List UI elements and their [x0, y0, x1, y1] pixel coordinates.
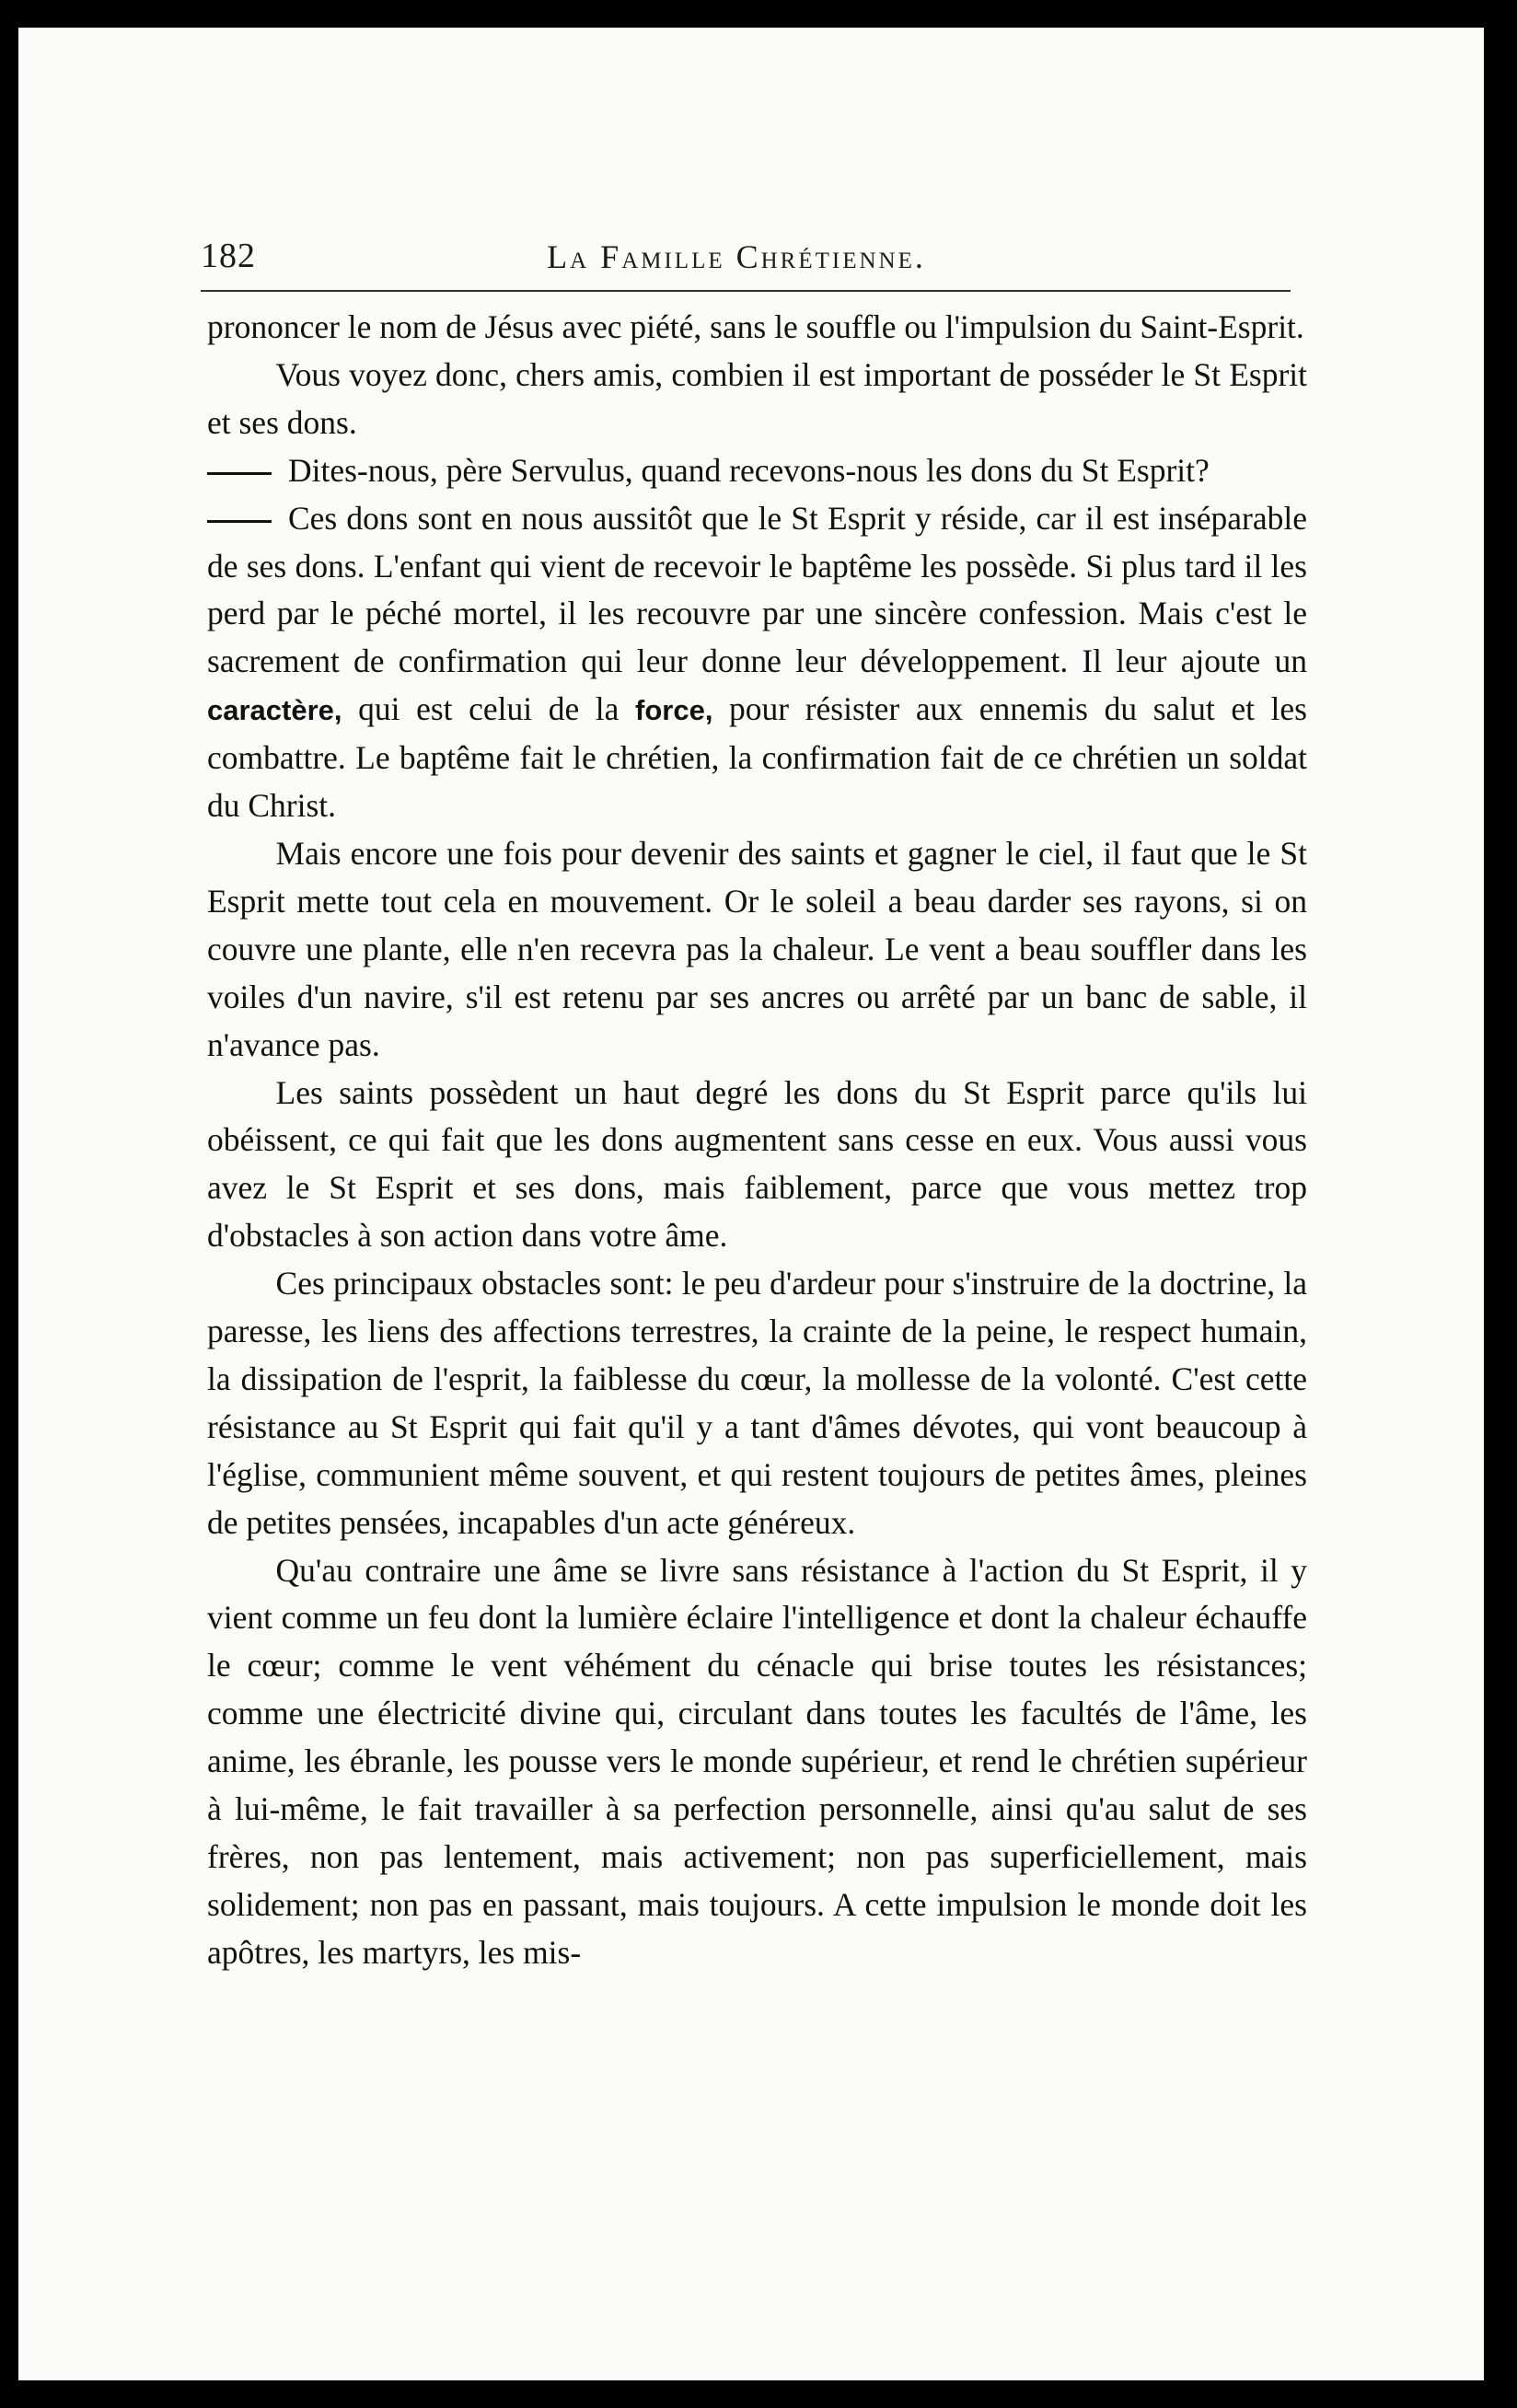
- text-segment: Ces dons sont en nous aussitôt que le St Esprit y réside, car il est inséparable de ses dons. L'enfant qui vient de recevoir le baptême les possède. Si plus tard il les perd par le péché mortel, il les recouvre par une sincère confession. Mais c'est le sacrement de confirmation qui leur donne leur développement. Il leur ajoute un: [207, 499, 1307, 680]
- paragraph: [207, 1547, 1307, 1977]
- text-segment: Vous voyez donc, chers amis, combien il est important de posséder le St Esprit et ses dons.: [207, 355, 1307, 441]
- book-page: [18, 28, 1484, 2380]
- running-title: La Famille Chrétienne.: [547, 238, 926, 275]
- page-number: 182: [201, 237, 256, 275]
- paragraph: [207, 1260, 1307, 1546]
- dialogue-dash: [207, 472, 272, 475]
- paragraph: [207, 352, 1307, 447]
- text-segment: qui est celui de la: [342, 690, 636, 728]
- bold-term: caractère,: [207, 694, 342, 727]
- body-text: [207, 304, 1307, 1977]
- page-header: [201, 221, 1254, 276]
- paragraph: [207, 1070, 1307, 1261]
- text-segment: Mais encore une fois pour devenir des saints et gagner le ciel, il faut que le St Esprit mette tout cela en mouvement. Or le soleil a beau darder ses rayons, si on couvre une plante, elle n'en recevra pas la chaleur. Le vent a beau souffler dans les voiles d'un navire, s'il est retenu par ses ancres ou arrêté par un banc de sable, il n'avance pas.: [207, 834, 1307, 1063]
- text-segment: Qu'au contraire une âme se livre sans résistance à l'action du St Esprit, il y vient comme un feu dont la lumière éclaire l'intelligence et dont la chaleur échauffe le cœur; comme le vent véhément du cénacle qui brise toutes les résistances; comme une électricité divine qui, circulant dans toutes les facultés de l'âme, les anime, les ébranle, les pousse vers le monde supérieur, et rend le chrétien supérieur à lui-même, le fait travailler à sa perfection personnelle, ainsi qu'au salut de ses frères, non pas lentement, mais activement; non pas superficiellement, mais solidement; non pas en passant, mais toujours. A cette impulsion le monde doit les apôtres, les martyrs, les mis-: [207, 1551, 1307, 1971]
- paragraph: [207, 495, 1307, 830]
- text-segment: Ces principaux obstacles sont: le peu d'ardeur pour s'instruire de la doctrine, la paresse, les liens des affections terrestres, la crainte de la peine, le respect humain, la dissipation de l'esprit, la faiblesse du cœur, la mollesse de la volonté. C'est cette résistance au St Esprit qui fait qu'il y a tant d'âmes dévotes, qui vont beaucoup à l'église, communient même souvent, et qui restent toujours de petites âmes, pleines de petites pensées, incapables d'un acte généreux.: [207, 1265, 1307, 1541]
- text-segment: prononcer le nom de Jésus avec piété, sans le souffle ou l'impulsion du Saint-Esprit.: [207, 308, 1304, 345]
- paragraph: [207, 447, 1307, 495]
- bold-term: force,: [635, 694, 713, 727]
- text-segment: Dites-nous, père Servulus, quand recevons-nous les dons du St Esprit?: [288, 451, 1210, 489]
- dialogue-dash: [207, 520, 272, 523]
- header-rule: [201, 290, 1291, 292]
- paragraph: [207, 304, 1307, 352]
- text-segment: pour résister aux ennemis du salut et les combattre. Le baptême fait le chrétien, la confirmation fait de ce chrétien un soldat du Christ.: [207, 690, 1307, 825]
- paragraph: [207, 830, 1307, 1070]
- text-segment: Les saints possèdent un haut degré les dons du St Esprit parce qu'ils lui obéissent, ce qui fait que les dons augmentent sans cesse en eux. Vous aussi vous avez le St Esprit et ses dons, mais faiblement, parce que vous mettez trop d'obstacles à son action dans votre âme.: [207, 1073, 1307, 1255]
